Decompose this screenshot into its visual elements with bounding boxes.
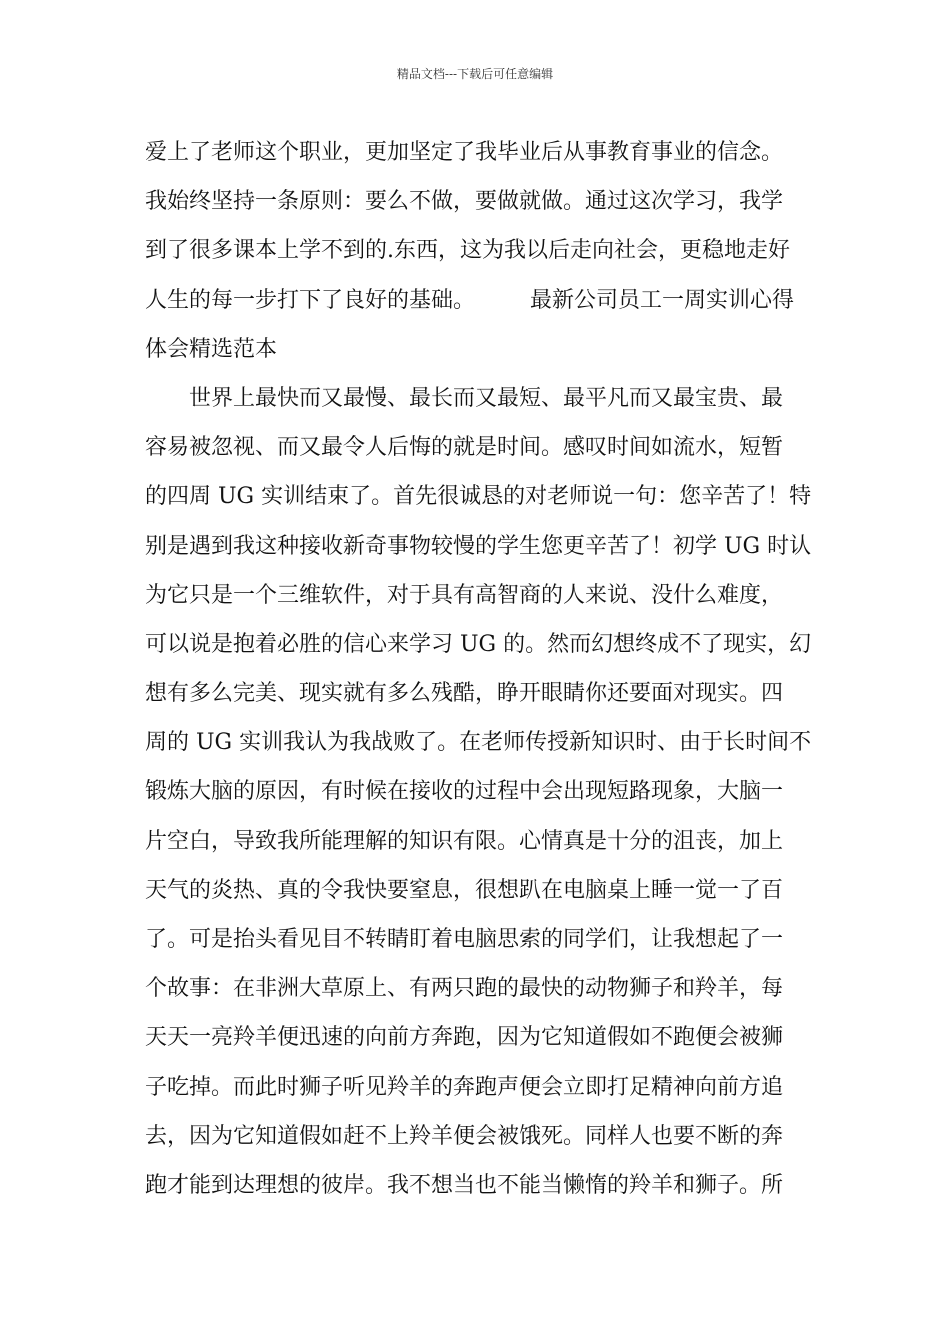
document-body	[145, 128, 812, 1210]
page-header: 精品文档---下载后可任意编辑	[396, 67, 554, 81]
text-line: 可以说是抱着必胜的信心来学习 UG 的。然而幻想终成不了现实，幻	[145, 631, 812, 657]
text-line: 跑才能到达理想的彼岸。我不想当也不能当懒惰的羚羊和狮子。所	[145, 1172, 784, 1198]
text-line: 子吃掉。而此时狮子听见羚羊的奔跑声便会立即打足精神向前方追	[145, 1074, 784, 1100]
text-line: 的四周 UG 实训结束了。首先很诚恳的对老师说一句：您辛苦了！特	[145, 484, 812, 510]
text-line: 容易被忽视、而又最令人后悔的就是时间。感叹时间如流水，短暂	[145, 435, 784, 461]
text-line: 周的 UG 实训我认为我战败了。在老师传授新知识时、由于长时间不	[145, 730, 812, 756]
text-line: 我始终坚持一条原则：要么不做，要做就做。通过这次学习，我学	[145, 189, 784, 215]
paragraph-first-line: 世界上最快而又最慢、最长而又最短、最平凡而又最宝贵、最	[189, 385, 784, 411]
text-line: 个故事：在非洲大草原上、有两只跑的最快的动物狮子和羚羊，每	[145, 976, 784, 1002]
text-line: 想有多么完美、现实就有多么残酷，睁开眼睛你还要面对现实。四	[145, 681, 784, 707]
text-line: 去，因为它知道假如赶不上羚羊便会被饿死。同样人也要不断的奔	[145, 1123, 784, 1149]
text-line: 锻炼大脑的原因，有时候在接收的过程中会出现短路现象，大脑一	[145, 779, 784, 805]
text-line: 为它只是一个三维软件，对于具有高智商的人来说、没什么难度，	[145, 582, 784, 608]
text-line: 片空白，导致我所能理解的知识有限。心情真是十分的沮丧，加上	[145, 828, 784, 854]
text-line: 体会精选范本	[145, 336, 278, 362]
text-line: 别是遇到我这种接收新奇事物较慢的学生您更辛苦了！初学 UG 时认	[145, 533, 812, 559]
text-line: 天天一亮羚羊便迅速的向前方奔跑，因为它知道假如不跑便会被狮	[145, 1025, 784, 1051]
text-line: 到了很多课本上学不到的.东西，这为我以后走向社会，更稳地走好	[145, 238, 790, 264]
text-line: 人生的每一步打下了良好的基础。 最新公司员工一周实训心得	[145, 287, 795, 313]
text-line: 天气的炎热、真的令我快要窒息，很想趴在电脑桌上睡一觉一了百	[145, 877, 784, 903]
text-line: 了。可是抬头看见目不转睛盯着电脑思索的同学们，让我想起了一	[145, 927, 784, 952]
text-line: 爱上了老师这个职业，更加坚定了我毕业后从事教育事业的信念。	[145, 140, 784, 165]
